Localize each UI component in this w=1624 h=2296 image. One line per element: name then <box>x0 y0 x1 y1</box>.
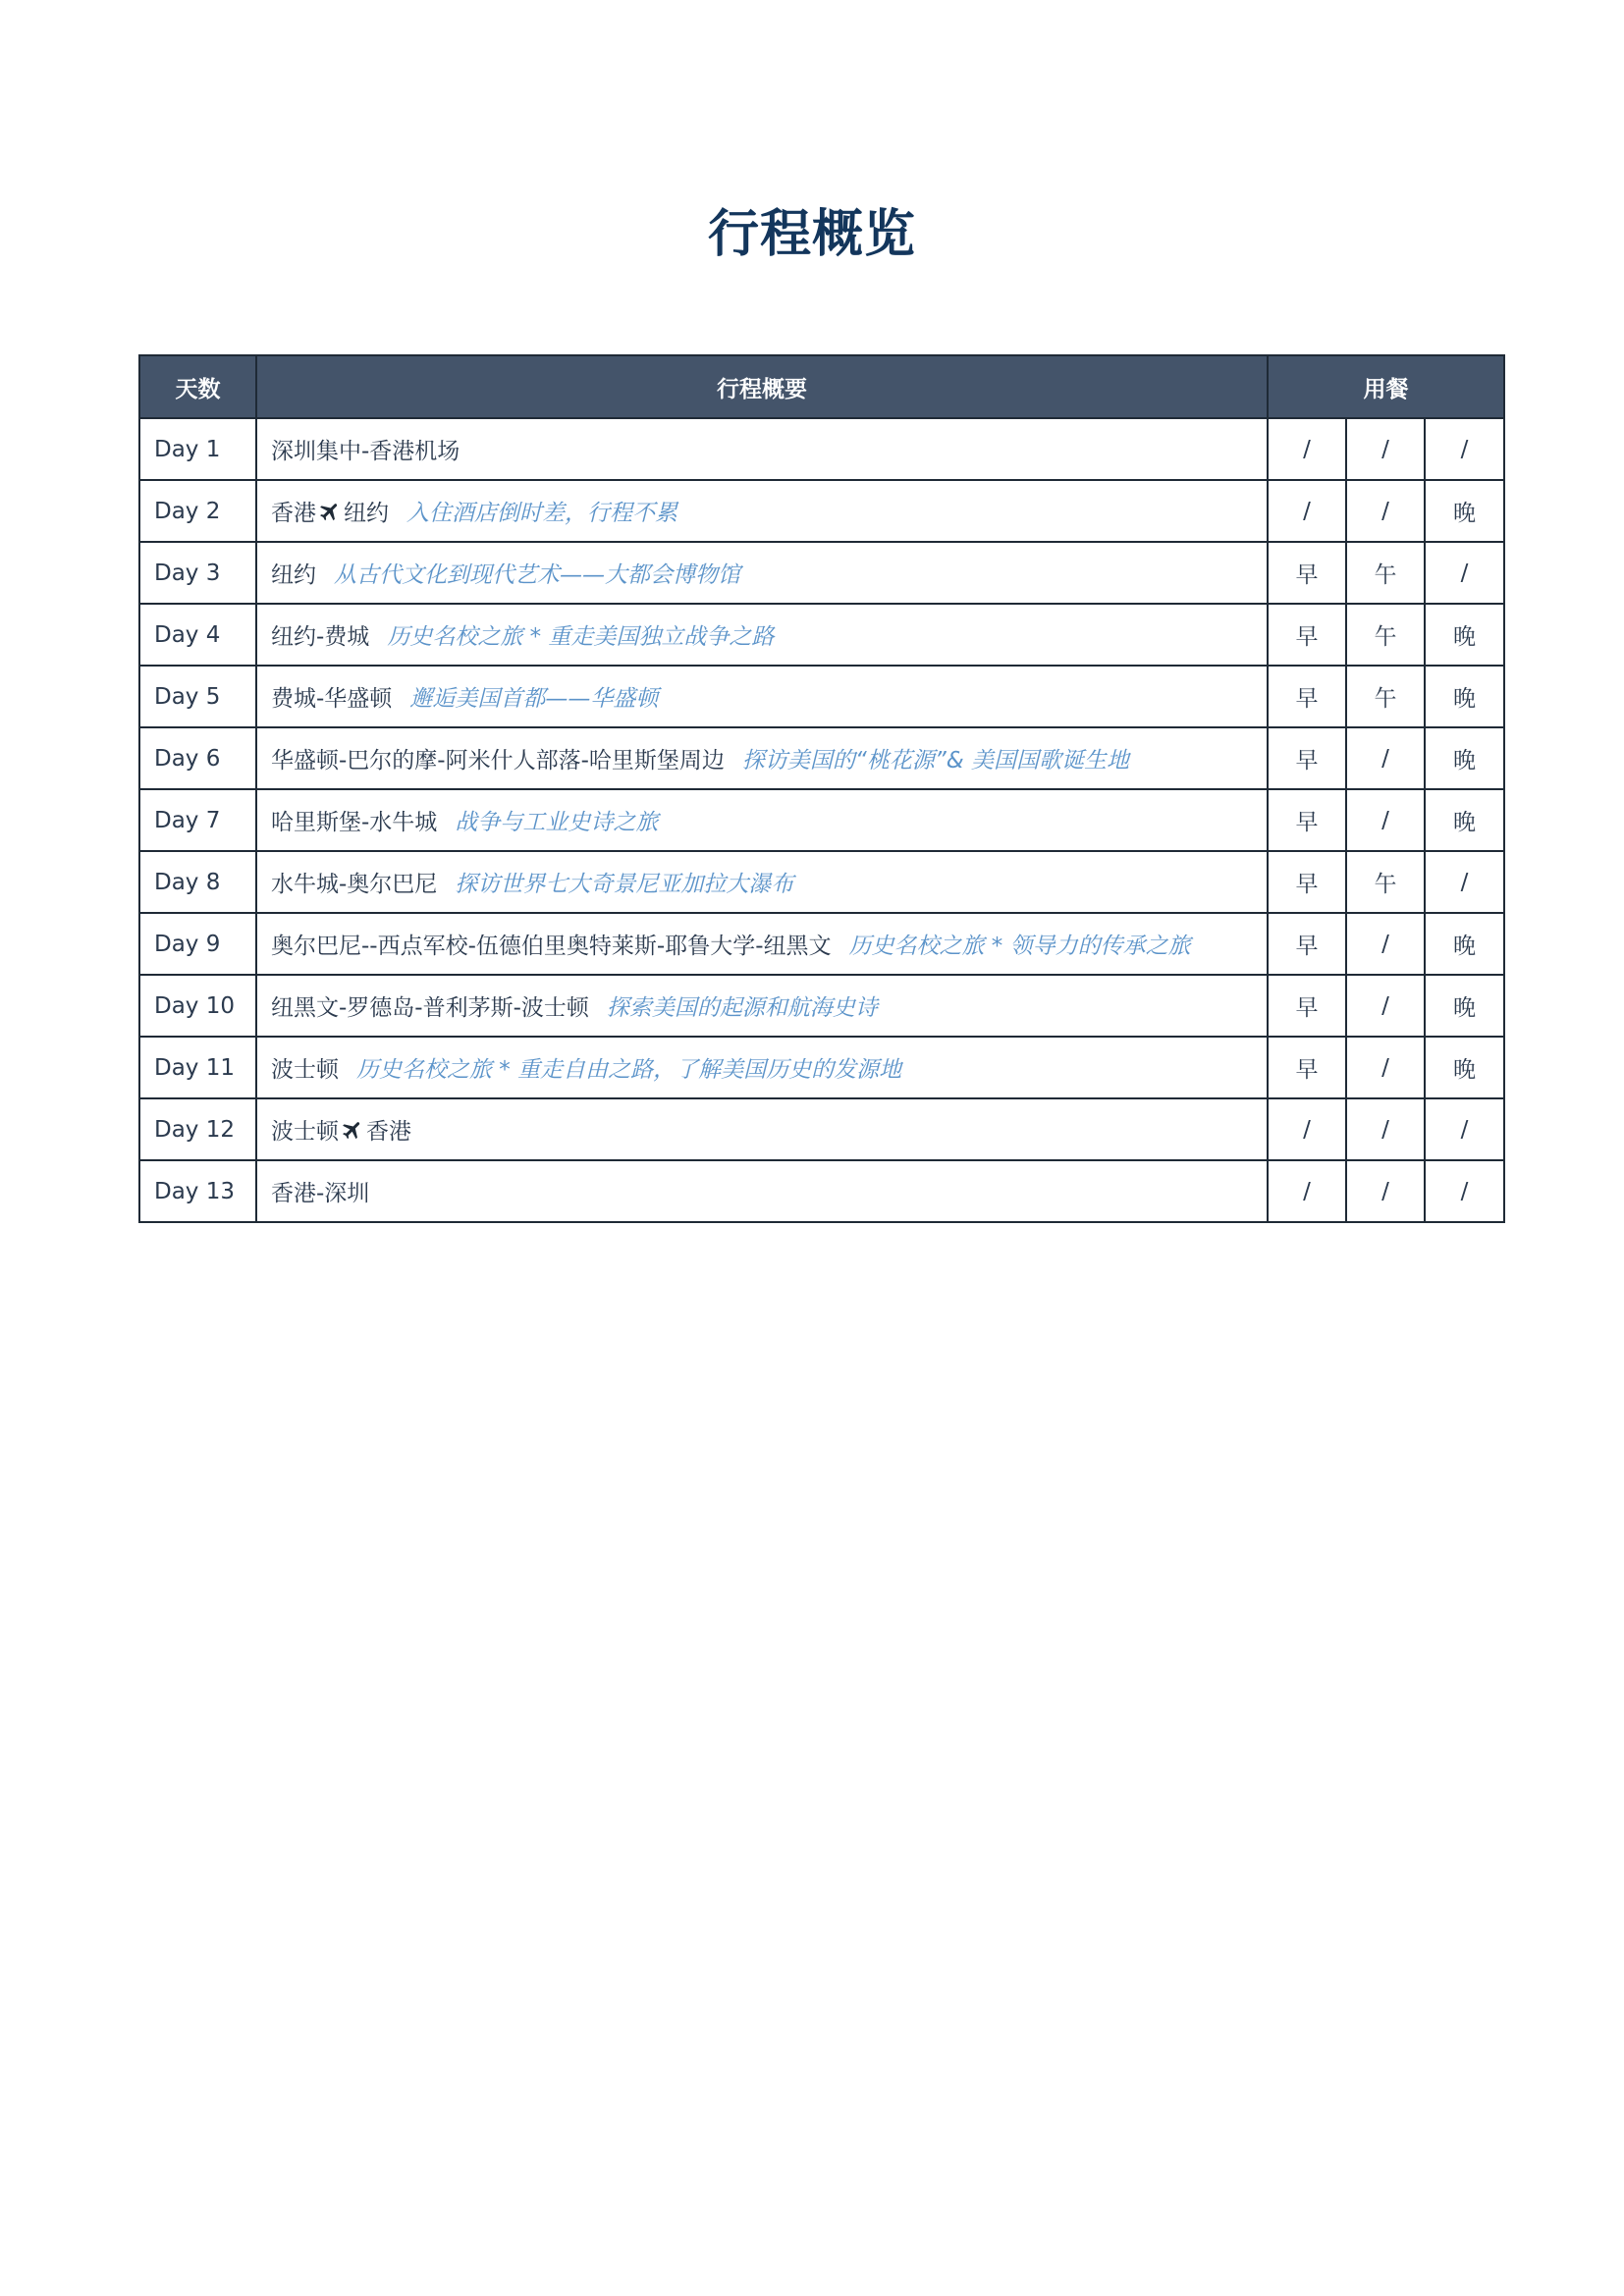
dinner-cell: 晚 <box>1425 913 1504 975</box>
highlight-text: 邂逅美国首都——华盛顿 <box>409 686 659 712</box>
lunch-cell: / <box>1346 418 1425 480</box>
itinerary-table <box>138 354 1505 1223</box>
table-header-row <box>139 355 1504 418</box>
dinner-cell: 晚 <box>1425 727 1504 789</box>
route-destination: 纽约 <box>344 501 389 526</box>
route-text: 纽约-费城 <box>271 624 370 650</box>
day-cell: Day 5 <box>139 666 256 727</box>
lunch-cell: / <box>1346 1037 1425 1098</box>
breakfast-cell: / <box>1268 1098 1346 1160</box>
route-text: 香港-深圳 <box>271 1181 370 1206</box>
breakfast-cell: 早 <box>1268 975 1346 1037</box>
dinner-cell: 晚 <box>1425 789 1504 851</box>
lunch-cell: 午 <box>1346 666 1425 727</box>
dinner-cell: 晚 <box>1425 480 1504 542</box>
summary-cell <box>256 604 1268 666</box>
highlight-text: 入住酒店倒时差，行程不累 <box>406 501 677 526</box>
table-row <box>139 542 1504 604</box>
lunch-cell: / <box>1346 1160 1425 1222</box>
summary-cell <box>256 542 1268 604</box>
highlight-text: 探访世界七大奇景尼亚加拉大瀑布 <box>455 872 794 897</box>
dinner-cell: / <box>1425 1098 1504 1160</box>
summary-cell <box>256 913 1268 975</box>
breakfast-cell: 早 <box>1268 913 1346 975</box>
table-row <box>139 975 1504 1037</box>
breakfast-cell: / <box>1268 1160 1346 1222</box>
day-cell: Day 1 <box>139 418 256 480</box>
route-text: 波士顿 <box>271 1057 339 1083</box>
table-row <box>139 1160 1504 1222</box>
day-cell: Day 9 <box>139 913 256 975</box>
route-text: 水牛城-奥尔巴尼 <box>271 872 438 897</box>
summary-cell <box>256 418 1268 480</box>
breakfast-cell: 早 <box>1268 604 1346 666</box>
header-meals: 用餐 <box>1268 355 1504 418</box>
table-row <box>139 789 1504 851</box>
dinner-cell: 晚 <box>1425 604 1504 666</box>
route-text: 纽约 <box>271 562 316 588</box>
lunch-cell: / <box>1346 789 1425 851</box>
page-title: 行程概览 <box>707 204 916 264</box>
table-row <box>139 418 1504 480</box>
lunch-cell: 午 <box>1346 851 1425 913</box>
lunch-cell: / <box>1346 975 1425 1037</box>
highlight-text: 战争与工业史诗之旅 <box>455 810 659 835</box>
day-cell: Day 12 <box>139 1098 256 1160</box>
lunch-cell: / <box>1346 727 1425 789</box>
header-summary: 行程概要 <box>256 355 1268 418</box>
day-cell: Day 10 <box>139 975 256 1037</box>
route-text: 奥尔巴尼--西点军校-伍德伯里奥特莱斯-耶鲁大学-纽黑文 <box>271 934 832 959</box>
table-row <box>139 1098 1504 1160</box>
table-row <box>139 913 1504 975</box>
breakfast-cell: 早 <box>1268 727 1346 789</box>
route-destination: 香港 <box>366 1119 411 1145</box>
breakfast-cell: 早 <box>1268 542 1346 604</box>
lunch-cell: 午 <box>1346 604 1425 666</box>
day-cell: Day 3 <box>139 542 256 604</box>
lunch-cell: / <box>1346 480 1425 542</box>
dinner-cell: 晚 <box>1425 666 1504 727</box>
route-text: 哈里斯堡-水牛城 <box>271 810 438 835</box>
lunch-cell: / <box>1346 913 1425 975</box>
day-cell: Day 6 <box>139 727 256 789</box>
summary-cell <box>256 1098 1268 1160</box>
route-text: 波士顿 <box>271 1119 339 1145</box>
day-cell: Day 7 <box>139 789 256 851</box>
breakfast-cell: 早 <box>1268 851 1346 913</box>
highlight-text: 历史名校之旅 * 重走自由之路，了解美国历史的发源地 <box>356 1057 902 1083</box>
summary-cell <box>256 975 1268 1037</box>
day-cell: Day 13 <box>139 1160 256 1222</box>
breakfast-cell: 早 <box>1268 666 1346 727</box>
day-cell: Day 8 <box>139 851 256 913</box>
airplane-icon <box>318 500 342 523</box>
breakfast-cell: 早 <box>1268 1037 1346 1098</box>
day-cell: Day 11 <box>139 1037 256 1098</box>
route-text: 纽黑文-罗德岛-普利茅斯-波士顿 <box>271 995 589 1021</box>
table-row <box>139 666 1504 727</box>
summary-cell <box>256 851 1268 913</box>
route-text: 深圳集中-香港机场 <box>271 439 460 464</box>
dinner-cell: / <box>1425 1160 1504 1222</box>
table-row <box>139 480 1504 542</box>
summary-cell <box>256 789 1268 851</box>
table-body <box>139 418 1504 1222</box>
dinner-cell: 晚 <box>1425 975 1504 1037</box>
dinner-cell: / <box>1425 851 1504 913</box>
summary-cell <box>256 666 1268 727</box>
highlight-text: 从古代文化到现代艺术——大都会博物馆 <box>334 562 740 588</box>
route-text: 华盛顿-巴尔的摩-阿米什人部落-哈里斯堡周边 <box>271 748 725 774</box>
summary-cell <box>256 727 1268 789</box>
table-row <box>139 604 1504 666</box>
summary-cell <box>256 1160 1268 1222</box>
day-cell: Day 4 <box>139 604 256 666</box>
breakfast-cell: / <box>1268 480 1346 542</box>
header-day: 天数 <box>139 355 256 418</box>
route-text: 香港 <box>271 501 316 526</box>
table-row <box>139 727 1504 789</box>
breakfast-cell: / <box>1268 418 1346 480</box>
table-row <box>139 1037 1504 1098</box>
dinner-cell: / <box>1425 542 1504 604</box>
highlight-text: 探访美国的“桃花源”& 美国国歌诞生地 <box>741 748 1129 774</box>
summary-cell <box>256 1037 1268 1098</box>
day-cell: Day 2 <box>139 480 256 542</box>
highlight-text: 历史名校之旅 * 领导力的传承之旅 <box>848 934 1191 959</box>
route-text: 费城-华盛顿 <box>271 686 393 712</box>
lunch-cell: / <box>1346 1098 1425 1160</box>
highlight-text: 历史名校之旅 * 重走美国独立战争之路 <box>387 624 775 650</box>
table-row <box>139 851 1504 913</box>
lunch-cell: 午 <box>1346 542 1425 604</box>
dinner-cell: / <box>1425 418 1504 480</box>
highlight-text: 探索美国的起源和航海史诗 <box>606 995 878 1021</box>
airplane-icon <box>341 1118 364 1142</box>
summary-cell <box>256 480 1268 542</box>
dinner-cell: 晚 <box>1425 1037 1504 1098</box>
breakfast-cell: 早 <box>1268 789 1346 851</box>
